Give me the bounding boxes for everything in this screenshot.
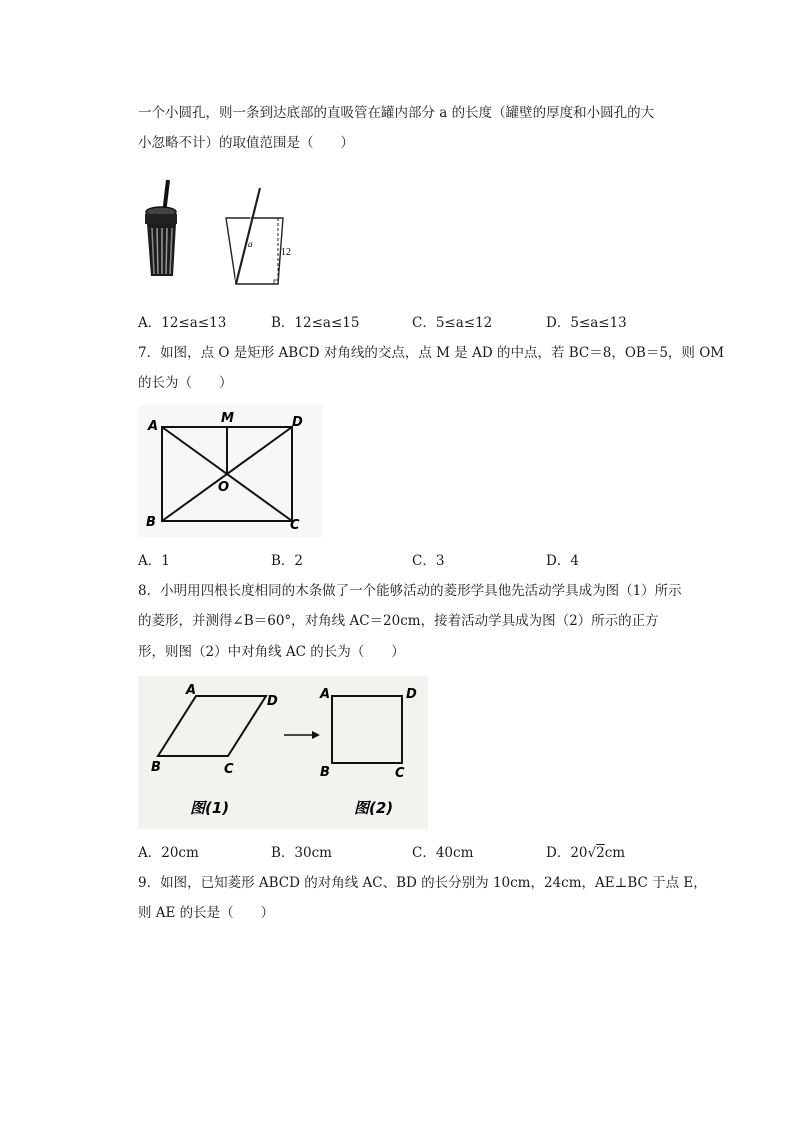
q7-option-a[interactable]: A．1 xyxy=(138,553,170,569)
q7-option-d[interactable]: D．4 xyxy=(546,553,579,569)
label-O: O xyxy=(218,480,230,495)
fig2-label-A: A xyxy=(320,687,331,702)
cup-photo xyxy=(145,180,177,276)
q8-options xyxy=(138,841,698,861)
q7-option-c[interactable]: C．3 xyxy=(412,553,445,569)
q6-text-line-1: 一个小圆孔，则一条到达底部的直吸管在罐内部分 a 的长度（罐壁的厚度和小圆孔的大 xyxy=(138,105,655,121)
q8-option-a[interactable]: A．20cm xyxy=(138,845,199,861)
q7-text-line-1: 7．如图，点 O 是矩形 ABCD 对角线的交点，点 M 是 AD 的中点，若 BC＝8，OB＝5，则 OM xyxy=(138,345,725,361)
q6-option-a[interactable]: A．12≤a≤13 xyxy=(138,315,227,331)
q8-text-line-3: 形，则图（2）中对角线 AC 的长为（ ） xyxy=(138,644,405,660)
q8-option-b[interactable]: B．30cm xyxy=(271,845,332,861)
q8-text-line-2: 的菱形，并测得∠B＝60°，对角线 AC＝20cm，接着活动学具成为图（2）所示的正方 xyxy=(138,613,659,629)
q8-option-d-radicand: 2 xyxy=(596,845,605,861)
sqrt-icon: √ xyxy=(587,845,597,861)
label-D: D xyxy=(292,415,303,430)
q7-rectangle-figure xyxy=(138,405,322,537)
q6-text-line-2: 小忽略不计）的取值范围是（ ） xyxy=(138,135,354,151)
q7-options xyxy=(138,549,698,569)
fig1-label-B: B xyxy=(151,760,161,775)
fig1-label-A: A xyxy=(186,683,197,698)
q6-option-b[interactable]: B．12≤a≤15 xyxy=(271,315,360,331)
caption-fig2: 图(2) xyxy=(354,799,394,817)
q8-option-d[interactable] xyxy=(546,841,625,861)
q7-text-line-2: 的长为（ ） xyxy=(138,375,233,391)
q9-text-line-2: 则 AE 的长是（ ） xyxy=(138,905,275,921)
q8-text-line-1: 8．小明用四根长度相同的木条做了一个能够活动的菱形学具他先活动学具成为图（1）所示 xyxy=(138,583,682,599)
q6-figure xyxy=(138,176,308,292)
label-C: C xyxy=(290,518,300,533)
label-B: B xyxy=(146,515,156,530)
q8-option-d-prefix: D．20 xyxy=(546,845,588,861)
q8-option-d-suffix: cm xyxy=(604,845,626,861)
label-M: M xyxy=(221,411,234,426)
label-A: A xyxy=(148,419,159,434)
q6-option-d[interactable]: D．5≤a≤13 xyxy=(546,315,627,331)
fig1-label-C: C xyxy=(224,762,234,777)
cup-diagram xyxy=(226,188,291,284)
label-a: a xyxy=(248,239,253,249)
fig2-label-D: D xyxy=(406,687,417,702)
fig2-label-B: B xyxy=(320,765,330,780)
q8-figure xyxy=(138,676,428,829)
fig2-label-C: C xyxy=(395,766,405,781)
q7-option-b[interactable]: B．2 xyxy=(271,553,304,569)
fig1-label-D: D xyxy=(267,694,278,709)
q6-option-c[interactable]: C．5≤a≤12 xyxy=(412,315,493,331)
label-12: 12 xyxy=(281,247,291,258)
q6-options xyxy=(138,311,698,331)
q8-option-c[interactable]: C．40cm xyxy=(412,845,474,861)
q9-text-line-1: 9．如图，已知菱形 ABCD 的对角线 AC、BD 的长分别为 10cm，24cm，AE⊥BC 于点 E， xyxy=(138,875,707,891)
caption-fig1: 图(1) xyxy=(190,799,230,817)
